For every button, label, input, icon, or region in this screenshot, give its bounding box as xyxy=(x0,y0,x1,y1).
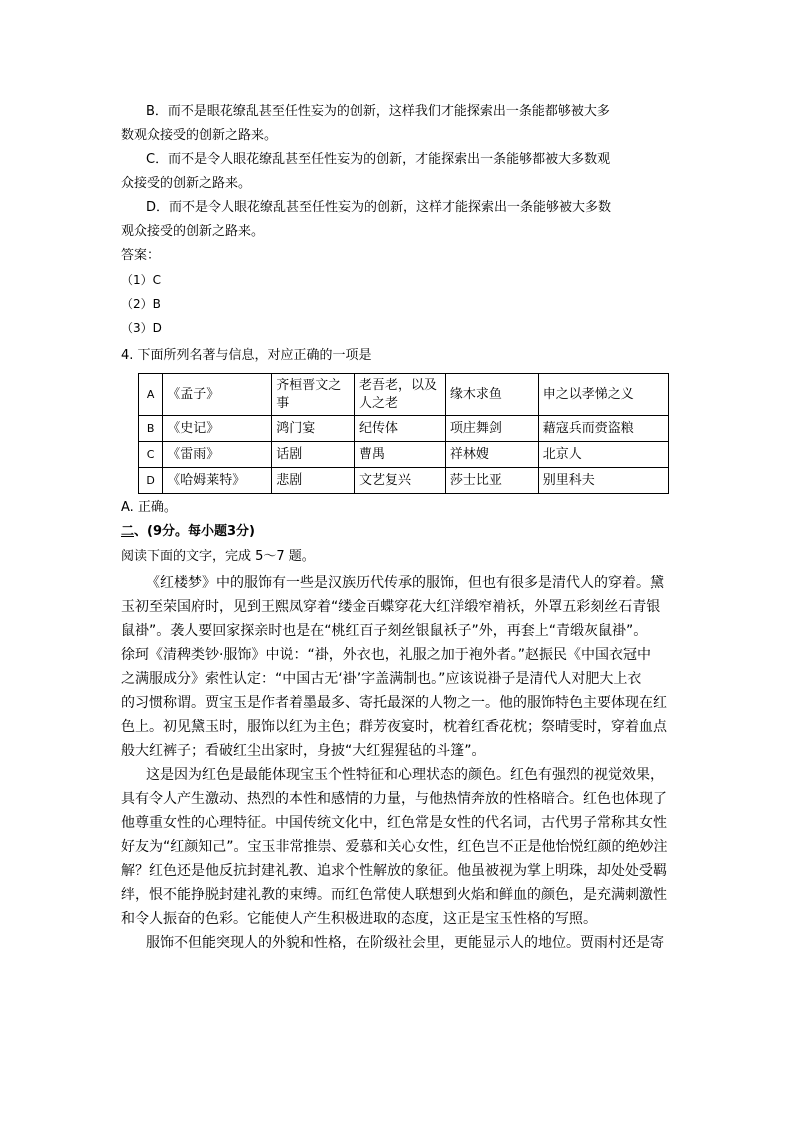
table-cell: 《孟子》 xyxy=(163,374,272,416)
passage-p1-line: 般大红裤子；看破红尘出家时，身披“大红猩猩毡的斗篷”。 xyxy=(121,743,486,759)
passage-p1-line: 色上。初见黛玉时，服饰以红为主色；群芳夜宴时，枕着红香花枕；祭晴雯时，穿着血点 xyxy=(121,719,667,735)
answer-label: 答案： xyxy=(121,248,161,263)
table-cell: 莎士比亚 xyxy=(445,468,538,494)
row-label: C xyxy=(139,442,163,468)
passage-p2-line: 他尊重女性的心理特征。中国传统文化中，红色常是女性的代名词，古代男子常称其女性 xyxy=(121,815,667,831)
table-cell: 《哈姆莱特》 xyxy=(163,468,272,494)
answer-item-1: （1）C xyxy=(121,273,162,287)
passage-p2-line: 绊，恨不能挣脱封建礼教的束缚。而红色常使人联想到火焰和鲜血的颜色，是充满刺激性 xyxy=(121,887,667,903)
table-cell: 项庄舞剑 xyxy=(445,416,538,442)
option-d-line-2: 观众接受的创新之路来。 xyxy=(121,224,265,239)
table-cell: 齐桓晋文之事 xyxy=(272,374,355,416)
table-cell: 缘木求鱼 xyxy=(445,374,538,416)
table-cell: 北京人 xyxy=(538,442,668,468)
row-label: A xyxy=(139,374,163,416)
table-cell: 《雷雨》 xyxy=(163,442,272,468)
option-d-line-1: D．而不是令人眼花缭乱甚至任性妄为的创新，这样才能探索出一条能够被大多数 xyxy=(146,200,612,215)
table-cell: 申之以孝悌之义 xyxy=(538,374,668,416)
table-cell: 话剧 xyxy=(272,442,355,468)
passage-p1-line: 的习惯称谓。贾宝玉是作者着墨最多、寄托最深的人物之一。他的服饰特色主要体现在红 xyxy=(121,695,667,711)
row-label: D xyxy=(139,468,163,494)
q4-answer: A. 正确。 xyxy=(121,500,177,515)
table-cell: 悲剧 xyxy=(272,468,355,494)
passage-p1-line: 之满服成分》索性认定：“中国古无‘褂’字盖满制也。”应该说褂子是清代人对肥大上衣 xyxy=(121,671,642,687)
answer-item-3: （3）D xyxy=(121,321,162,335)
option-b-line-1: B．而不是眼花缭乱甚至任性妄为的创新，这样我们才能探索出一条能都够被大多 xyxy=(146,104,610,119)
table-cell: 藉寇兵而赍盗粮 xyxy=(538,416,668,442)
table-cell: 别里科夫 xyxy=(538,468,668,494)
table-row xyxy=(139,468,669,494)
table-cell: 《史记》 xyxy=(163,416,272,442)
passage-p2-line: 和令人振奋的色彩。它能使人产生积极进取的态度，这正是宝玉性格的写照。 xyxy=(121,911,597,927)
passage-p1-line: 徐珂《清稗类钞·服饰》中说：“褂，外衣也，礼服之加于袍外者。”赵振民《中国衣冠中 xyxy=(121,647,651,663)
table-cell: 纪传体 xyxy=(355,416,446,442)
passage-p1-line: 玉初至荣国府时，见到王熙凤穿着“缕金百蝶穿花大红洋缎窄褃袄，外罩五彩刻丝石青银 xyxy=(121,599,661,615)
option-c-line-1: C．而不是令人眼花缭乱甚至任性妄为的创新，才能探索出一条能够都被大多数观 xyxy=(146,152,611,167)
passage-p1-line: 《红楼梦》中的服饰有一些是汉族历代传承的服饰，但也有很多是清代人的穿着。黛 xyxy=(146,575,664,591)
passage-p2-line: 具有令人产生激动、热烈的本性和感情的力量，与他热情奔放的性格暗合。红色也体现了 xyxy=(121,791,667,807)
section-2-title-rest: 、(9分。每小题3分) xyxy=(134,524,255,539)
table-row xyxy=(139,442,669,468)
table-row xyxy=(139,374,669,416)
section-2-number: 二 xyxy=(121,524,135,539)
answer-item-2: （2）B xyxy=(121,297,161,311)
passage-p2-line: 好友为“红颜知己”。宝玉非常推崇、爱慕和关心女性，红色岂不正是他怡悦红颜的绝妙注 xyxy=(121,839,668,855)
passage-p2-line: 这是因为红色是最能体现宝玉个性特征和心理状态的颜色。红色有强烈的视觉效果， xyxy=(146,767,664,783)
table-cell: 祥林嫂 xyxy=(445,442,538,468)
table-cell: 文艺复兴 xyxy=(355,468,446,494)
table-cell: 鸿门宴 xyxy=(272,416,355,442)
passage-p1-line: 鼠褂”。袭人要回家探亲时也是在“桃红百子刻丝银鼠袄子”外，再套上“青缎灰鼠褂”。 xyxy=(121,623,648,639)
passage-p2-line: 解？红色还是他反抗封建礼教、追求个性解放的象征。他虽被视为掌上明珠，却处处受羁 xyxy=(121,863,667,879)
section-2-instruction: 阅读下面的文字，完成 5～7 题。 xyxy=(121,549,315,564)
row-label: B xyxy=(139,416,163,442)
table-row xyxy=(139,416,669,442)
option-b-line-2: 数观众接受的创新之路来。 xyxy=(121,128,278,143)
option-c-line-2: 众接受的创新之路来。 xyxy=(121,176,252,191)
q4-title: 4. 下面所列名著与信息，对应正确的一项是 xyxy=(121,348,372,363)
section-2-title xyxy=(121,524,255,540)
table-cell: 老吾老，以及人之老 xyxy=(355,374,446,416)
passage-p3-line: 服饰不但能突现人的外貌和性格，在阶级社会里，更能显示人的地位。贾雨村还是寄 xyxy=(146,935,664,951)
table-cell: 曹禺 xyxy=(355,442,446,468)
q4-table xyxy=(138,373,669,494)
